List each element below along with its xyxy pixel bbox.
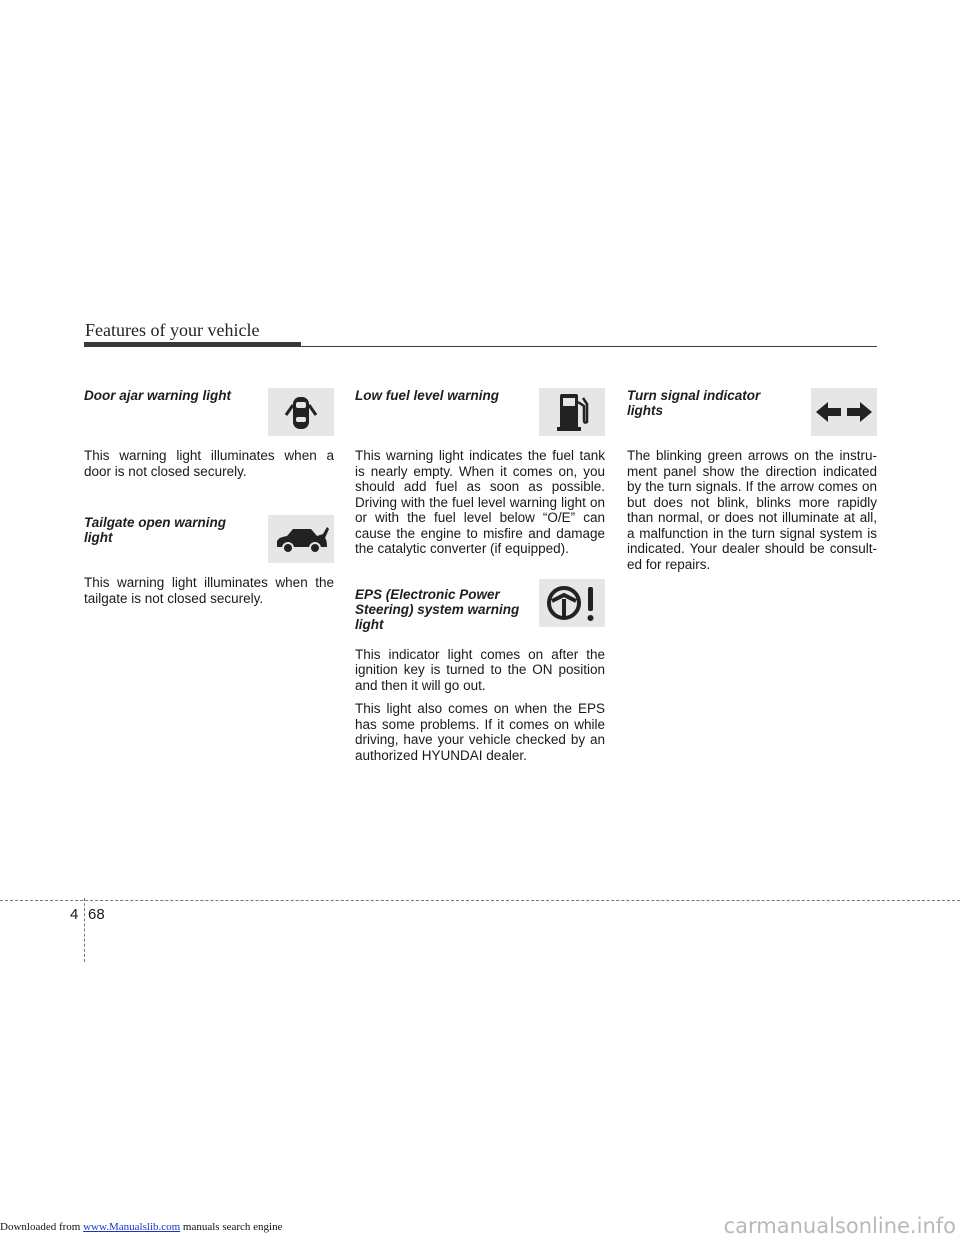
eps-warning-section [355,587,605,647]
chapter-number: 4 [70,906,79,923]
door-ajar-icon [268,388,334,436]
page-number: 68 [88,906,105,923]
section-heading: Tailgate open warning light [84,515,227,545]
section-heading: Door ajar warning light [84,388,232,403]
door-ajar-text: This warning light illuminates when a door is not closed securely. [84,448,334,479]
watermark: carmanualsonline.info [723,1214,956,1238]
turn-signal-section [627,388,877,448]
turn-signal-text: The blinking green arrows on the instru-ment panel show the direction indicated by the turn signals. If the arrow comes on but does not blink, blinks more rapidly than normal, or does not illuminate at all, a malfunction in the turn signal system is indicated. Your dealer should be consult-ed for repairs. [627,448,877,572]
section-heading: Turn signal indicator lights [627,388,761,418]
download-notice [0,1221,282,1233]
download-prefix: Downloaded from [0,1221,84,1233]
footer-vertical-divider [84,898,85,962]
eps-text-1: This indicator light comes on after the ignition key is turned to the ON position and then it will go out. [355,646,605,693]
page-section-title: Features of your vehicle [85,320,260,340]
download-suffix: manuals search engine [180,1221,283,1233]
column-2 [355,388,605,763]
section-heading: Low fuel level warning [355,388,500,403]
door-ajar-section [84,388,334,448]
eps-text-2: This light also comes on when the EPS has some problems. If it comes on while driving, have your vehicle checked by an authorized HYUNDAI dealer. [355,701,605,763]
footer-divider [0,900,960,901]
turn-signal-arrows-icon [811,388,877,436]
steering-warning-icon [539,579,605,627]
column-3 [627,388,877,572]
column-1 [84,388,334,606]
manualslib-link[interactable]: www.Manualslib.com [83,1221,181,1233]
fuel-pump-icon [539,388,605,436]
low-fuel-text: This warning light indicates the fuel tank is nearly empty. When it comes on, you should add fuel as soon as possible. Driving with the fuel level warning light on or with the fuel level below “O/E” can cause the engine to misfire and damage the catalytic converter (if equipped). [355,448,605,556]
low-fuel-section [355,388,605,448]
tailgate-open-icon [268,515,334,563]
tailgate-open-text: This warning light illuminates when the tailgate is not closed securely. [84,575,334,606]
header-rule [84,346,877,347]
section-heading: EPS (Electronic Power Steering) system warning light [355,586,520,632]
tailgate-open-section [84,515,334,575]
